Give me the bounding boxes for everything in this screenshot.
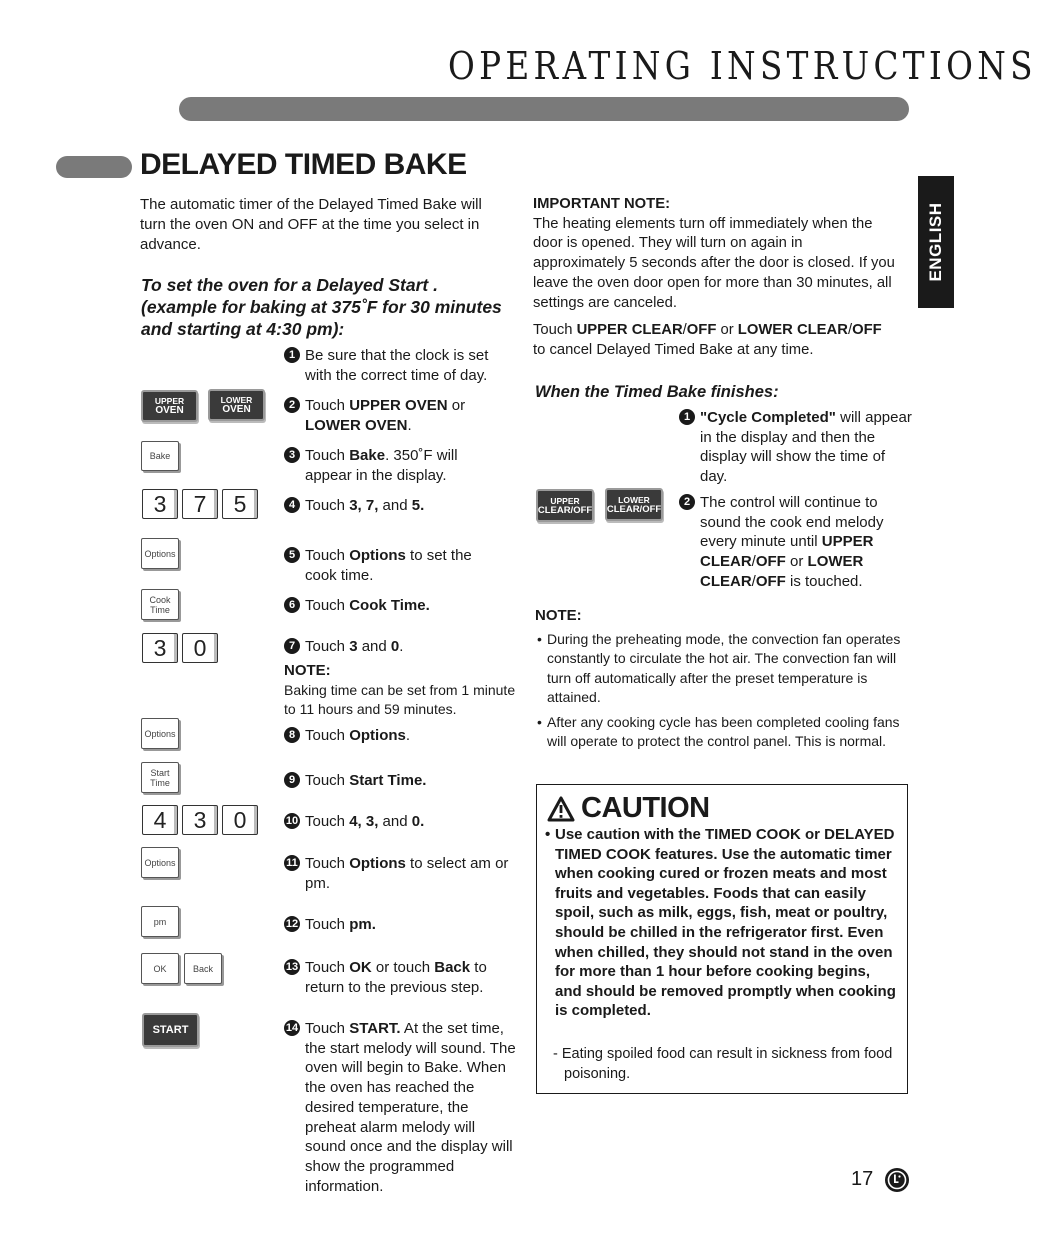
step-number: 2 (284, 397, 300, 413)
step-text: Touch (305, 497, 350, 514)
subheading-line: (example for baking at 375˚F for 30 minutes (141, 297, 502, 317)
page-number: 17 (851, 1168, 874, 1190)
button-label: Start (150, 767, 170, 778)
pm-button[interactable]: pm (141, 906, 179, 937)
note-label: NOTE: (284, 662, 331, 679)
step-text: The control will continue to sound the cook end melody every minute until (700, 494, 884, 551)
subheading (141, 274, 521, 340)
step-text: to set the cook time. (305, 547, 472, 584)
caution-subtext: - Eating spoiled food can result in sickness from food poisoning. (553, 1046, 893, 1082)
subheading-line: To set the oven for a Delayed Start . (141, 275, 438, 295)
header-bar (179, 97, 909, 121)
important-label: IMPORTANT NOTE: (533, 196, 670, 212)
step-text: Touch (305, 1020, 350, 1037)
step-text: or (785, 553, 808, 571)
lg-logo-mark (885, 1168, 909, 1192)
step-bold: UPPER OVEN (349, 397, 448, 414)
key-0[interactable]: 0 (182, 633, 218, 663)
key-3[interactable]: 3 (182, 805, 218, 835)
step-9 (288, 771, 515, 791)
back-button[interactable]: Back (184, 953, 222, 984)
button-label: LOWER (220, 395, 253, 405)
note-section (535, 606, 905, 752)
step-text: . 350˚F will appear in the display. (305, 447, 458, 484)
step-14 (285, 1019, 517, 1196)
step-bold: LOWER CLEAR (700, 553, 864, 590)
intro-text: The automatic timer of the Delayed Timed Bake will turn the oven ON and OFF at the time you select in advance. (140, 196, 482, 253)
bold: OFF (852, 322, 882, 339)
ok-button[interactable]: OK (141, 953, 179, 984)
step-bold: Bake (349, 447, 386, 464)
step-bold: 5. (411, 497, 425, 514)
step-bold: 3 (349, 638, 358, 655)
step-text: and (378, 497, 412, 514)
step-bold: OFF (755, 572, 786, 590)
step-number: 8 (284, 727, 300, 743)
important-text: The heating elements turn off immediately when the door is opened. They will turn on again in approximately 5 seconds after the door is closed. If you leave the oven door open for more than 30 minutes, all settings are canceled. (533, 215, 895, 311)
step-bold: 0 (390, 638, 400, 655)
bake-button[interactable]: Bake (141, 441, 179, 471)
step-7-note (284, 661, 520, 720)
lg-logo (885, 1168, 909, 1192)
step-number: 10 (285, 815, 299, 827)
step-text: and (357, 638, 391, 655)
step-number: 3 (284, 447, 300, 463)
lower-oven-button[interactable] (208, 389, 265, 421)
options-button[interactable]: Options (141, 718, 179, 749)
step-bold: Cook Time. (349, 597, 430, 614)
step-number: 9 (284, 772, 300, 788)
caution-text: • Use caution with the TIMED COOK or DELAYED TIMED COOK features. Use the automatic timer when cooking cured or frozen meats and most fruits and vegetables. Foods that can easily spoil, such as milk, eggs, fish, meat or poultry, should be chilled in the refrigerator first. Even when chilled, they should not stand in the oven for more than 1 hour before cooking begins, and should be removed promptly when cooking is completed. (543, 825, 899, 1021)
caution-title: CAUTION (581, 792, 710, 824)
step-5 (288, 546, 505, 585)
step-text: will appear in the display and then the display will show the time of day. (700, 409, 912, 486)
step-number: 13 (285, 961, 299, 973)
lower-clear-off-button[interactable] (605, 488, 663, 521)
step-bold: LOWER OVEN (305, 416, 408, 434)
button-label: Time (150, 604, 170, 615)
text: / (847, 322, 853, 339)
step-bold: 4, 3, (349, 813, 379, 830)
step-text: and (378, 813, 412, 830)
step-13 (285, 958, 515, 997)
key-0[interactable]: 0 (222, 805, 258, 835)
step-bold: "Cycle Completed" (700, 409, 836, 426)
step-text: Touch (305, 597, 350, 614)
step-bold: OK (349, 959, 372, 976)
section-title: DELAYED TIMED BAKE (140, 148, 467, 181)
step-bold: OFF (755, 553, 786, 571)
step-text: Touch (305, 855, 350, 872)
step-text: Be sure that the clock is set with the correct time of day. (305, 347, 489, 384)
options-button[interactable]: Options (141, 847, 179, 878)
note-text: Baking time can be set from 1 minute to 11 hours and 59 minutes. (284, 681, 516, 718)
step-number: 11 (284, 855, 300, 871)
start-button[interactable]: START (142, 1013, 199, 1047)
section-pill (56, 156, 132, 178)
step-text: to return to the previous step. (305, 959, 487, 996)
key-3[interactable]: 3 (142, 633, 178, 663)
cook-time-button[interactable] (141, 589, 179, 620)
text: / (682, 322, 687, 339)
step-bold: 3, 7, (349, 497, 379, 514)
text: Touch (533, 322, 577, 339)
finish-step-1 (683, 408, 912, 487)
step-number: 6 (284, 597, 300, 613)
step-bold: Options (349, 547, 406, 564)
step-7 (288, 637, 515, 657)
important-note (533, 195, 895, 361)
finish-heading: When the Timed Bake finishes: (535, 383, 779, 401)
finish-step-2 (683, 493, 910, 592)
step-3 (288, 446, 485, 485)
button-label: UPPER (154, 396, 185, 406)
step-text: Touch (305, 959, 350, 976)
step-text: Touch (305, 813, 350, 830)
note-label: NOTE: (535, 607, 582, 624)
step-number: 1 (679, 409, 695, 425)
text: to cancel Delayed Timed Bake at any time. (533, 341, 814, 358)
key-5[interactable]: 5 (222, 489, 258, 519)
step-text: Touch (305, 916, 350, 933)
button-label: Time (150, 777, 170, 788)
step-text: is touched. (785, 572, 863, 590)
button-label: UPPER (550, 495, 580, 506)
language-tab-label: ENGLISH (926, 202, 945, 282)
step-number: 1 (284, 347, 300, 363)
bold: OFF (686, 322, 717, 339)
button-label: LOWER (618, 494, 650, 505)
step-bold: Options (349, 855, 406, 872)
step-bold: 0. (411, 813, 425, 830)
step-text: / (751, 572, 756, 590)
button-label: CLEAR/OFF (537, 504, 593, 516)
step-number: 2 (679, 494, 695, 510)
step-number: 14 (285, 1022, 299, 1034)
button-label: OVEN (222, 404, 251, 415)
step-number: 12 (285, 918, 299, 930)
step-1 (288, 346, 515, 385)
step-text: Touch (305, 447, 350, 464)
step-bold: UPPER CLEAR (700, 533, 874, 571)
step-bold: Options (349, 727, 406, 744)
step-text: / (751, 553, 756, 571)
button-label: Cook (149, 594, 171, 605)
step-number: 4 (284, 497, 300, 513)
options-button[interactable]: Options (141, 538, 179, 569)
text: or (716, 322, 738, 339)
step-text: Touch (305, 397, 350, 414)
note-item: • During the preheating mode, the convection fan operates constantly to circulate the hot air. The convection fan will turn off automatically after the preset temperature is attained. (535, 630, 905, 708)
key-3[interactable]: 3 (142, 489, 178, 519)
step-number: 5 (284, 547, 300, 563)
note-item: • After any cooking cycle has been completed cooling fans will operate to protect the control panel. This is normal. (535, 713, 905, 752)
step-number: 7 (284, 638, 300, 654)
step-8 (288, 726, 515, 746)
step-text: Touch (305, 727, 350, 744)
step-10 (285, 812, 515, 832)
bold: UPPER CLEAR (576, 322, 683, 339)
subheading-line: and starting at 4:30 pm): (141, 319, 345, 339)
step-6 (288, 596, 515, 616)
step-text: . (399, 638, 404, 655)
step-text: At the set time, the start melody will sound. The oven will begin to Bake. When the oven has reached the desired temperature, the preheat alarm melody will sound once and the display will show the programmed information. (305, 1020, 516, 1195)
upper-oven-button[interactable] (141, 390, 198, 422)
warning-icon (547, 796, 575, 822)
key-7[interactable]: 7 (182, 489, 218, 519)
step-text: . (405, 727, 411, 744)
step-2 (288, 396, 515, 435)
step-12 (285, 915, 515, 935)
button-label: OVEN (155, 405, 184, 416)
step-text: Touch (305, 547, 350, 564)
step-11 (286, 854, 515, 893)
step-text: or touch (371, 959, 435, 976)
step-bold: Start Time. (349, 772, 427, 789)
step-4 (288, 496, 515, 516)
caution-header (547, 792, 710, 825)
step-bold: pm. (349, 916, 376, 933)
page-header-title: OPERATING INSTRUCTIONS (448, 44, 1037, 88)
step-text: to select am or pm. (305, 855, 509, 892)
step-text: or (447, 397, 466, 414)
step-text: Touch (305, 638, 350, 655)
key-4[interactable]: 4 (142, 805, 178, 835)
button-label: CLEAR/OFF (606, 503, 662, 515)
upper-clear-off-button[interactable] (536, 489, 594, 522)
bold: LOWER CLEAR (737, 322, 848, 339)
start-time-button[interactable] (141, 762, 179, 793)
step-text: . (407, 416, 412, 434)
step-text: Touch (305, 772, 350, 789)
step-bold: START. (349, 1020, 401, 1037)
caution-box (536, 784, 908, 1094)
cancel-instruction (533, 321, 895, 360)
language-tab (918, 176, 954, 308)
step-bold: Back (434, 959, 471, 976)
